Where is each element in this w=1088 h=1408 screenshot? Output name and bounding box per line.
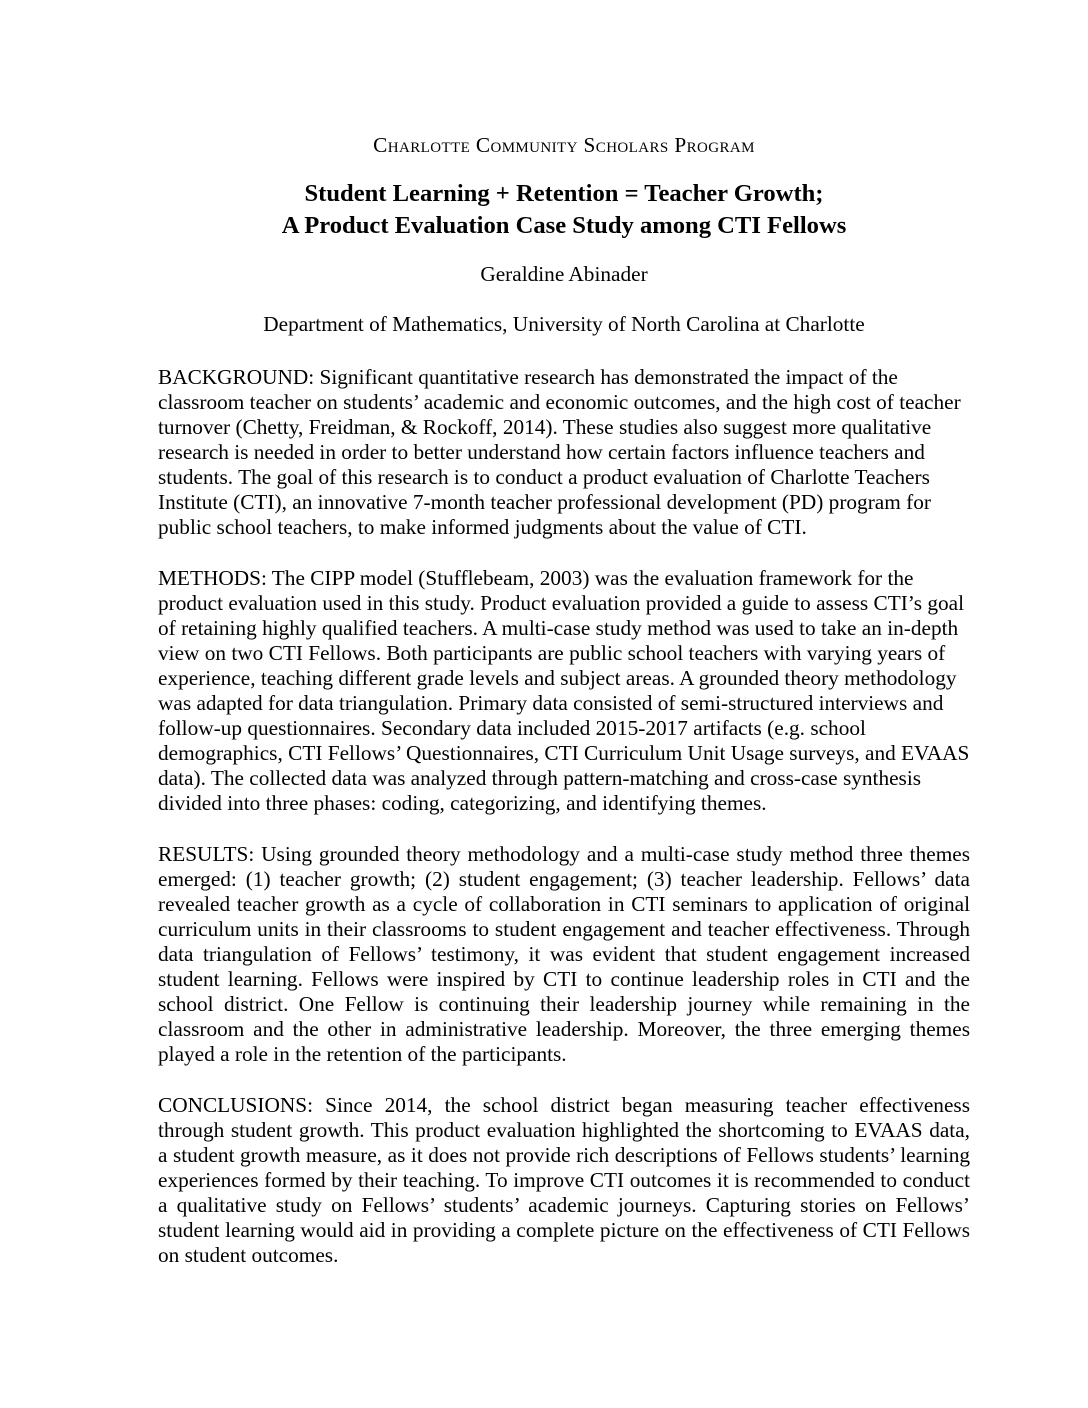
- results-paragraph: RESULTS: Using grounded theory methodology and a multi-case study method three themes emerged: (1) teacher growth; (2) student engagement; (3) teacher leadership. Fellows’ data revealed teacher growth as a cycle of collaboration in CTI seminars to application of original curriculum units in their classrooms to student engagement and teacher effectiveness. Through data triangulation of Fellows’ testimony, it was evident that student engagement increased student learning. Fellows were inspired by CTI to continue leadership roles in CTI and the school district. One Fellow is continuing their leadership journey while remaining in the classroom and the other in administrative leadership. Moreover, the three emerging themes played a role in the retention of the participants.: [158, 842, 970, 1066]
- conclusions-paragraph: CONCLUSIONS: Since 2014, the school district began measuring teacher effectiveness through student growth. This product evaluation highlighted the shortcoming to EVAAS data, a student growth measure, as it does not provide rich descriptions of Fellows students’ learning experiences formed by their teaching. To improve CTI outcomes it is recommended to conduct a qualitative study on Fellows’ students’ academic journeys. Capturing stories on Fellows’ student learning would aid in providing a complete picture on the effectiveness of CTI Fellows on student outcomes.: [158, 1093, 970, 1267]
- methods-paragraph: METHODS: The CIPP model (Stufflebeam, 2003) was the evaluation framework for the product evaluation used in this study. Product evaluation provided a guide to assess CTI’s goal of retaining highly qualified teachers. A multi-case study method was used to take an in-depth view on two CTI Fellows. Both participants are public school teachers with varying years of experience, teaching different grade levels and subject areas. A grounded theory methodology was adapted for data triangulation. Primary data consisted of semi-structured interviews and follow-up questionnaires. Secondary data included 2015-2017 artifacts (e.g. school demographics, CTI Fellows’ Questionnaires, CTI Curriculum Unit Usage surveys, and EVAAS data). The collected data was analyzed through pattern-matching and cross-case synthesis divided into three phases: coding, categorizing, and identifying themes.: [158, 566, 970, 815]
- program-header: Charlotte Community Scholars Program: [373, 133, 755, 157]
- author-name: Geraldine Abinader: [480, 262, 648, 286]
- author-affiliation: Department of Mathematics, University of North Carolina at Charlotte: [263, 312, 865, 336]
- title-line-2: A Product Evaluation Case Study among CTI Fellows: [281, 212, 847, 239]
- background-paragraph: BACKGROUND: Significant quantitative research has demonstrated the impact of the classroom teacher on students’ academic and economic outcomes, and the high cost of teacher turnover (Chetty, Freidman, & Rockoff, 2014). These studies also suggest more qualitative research is needed in order to better understand how certain factors influence teachers and students. The goal of this research is to conduct a product evaluation of Charlotte Teachers Institute (CTI), an innovative 7-month teacher professional development (PD) program for public school teachers, to make informed judgments about the value of CTI.: [158, 365, 961, 539]
- title-line-1: Student Learning + Retention = Teacher Growth;: [304, 180, 824, 207]
- document-title: [158, 178, 970, 242]
- abstract-body: [158, 365, 970, 1268]
